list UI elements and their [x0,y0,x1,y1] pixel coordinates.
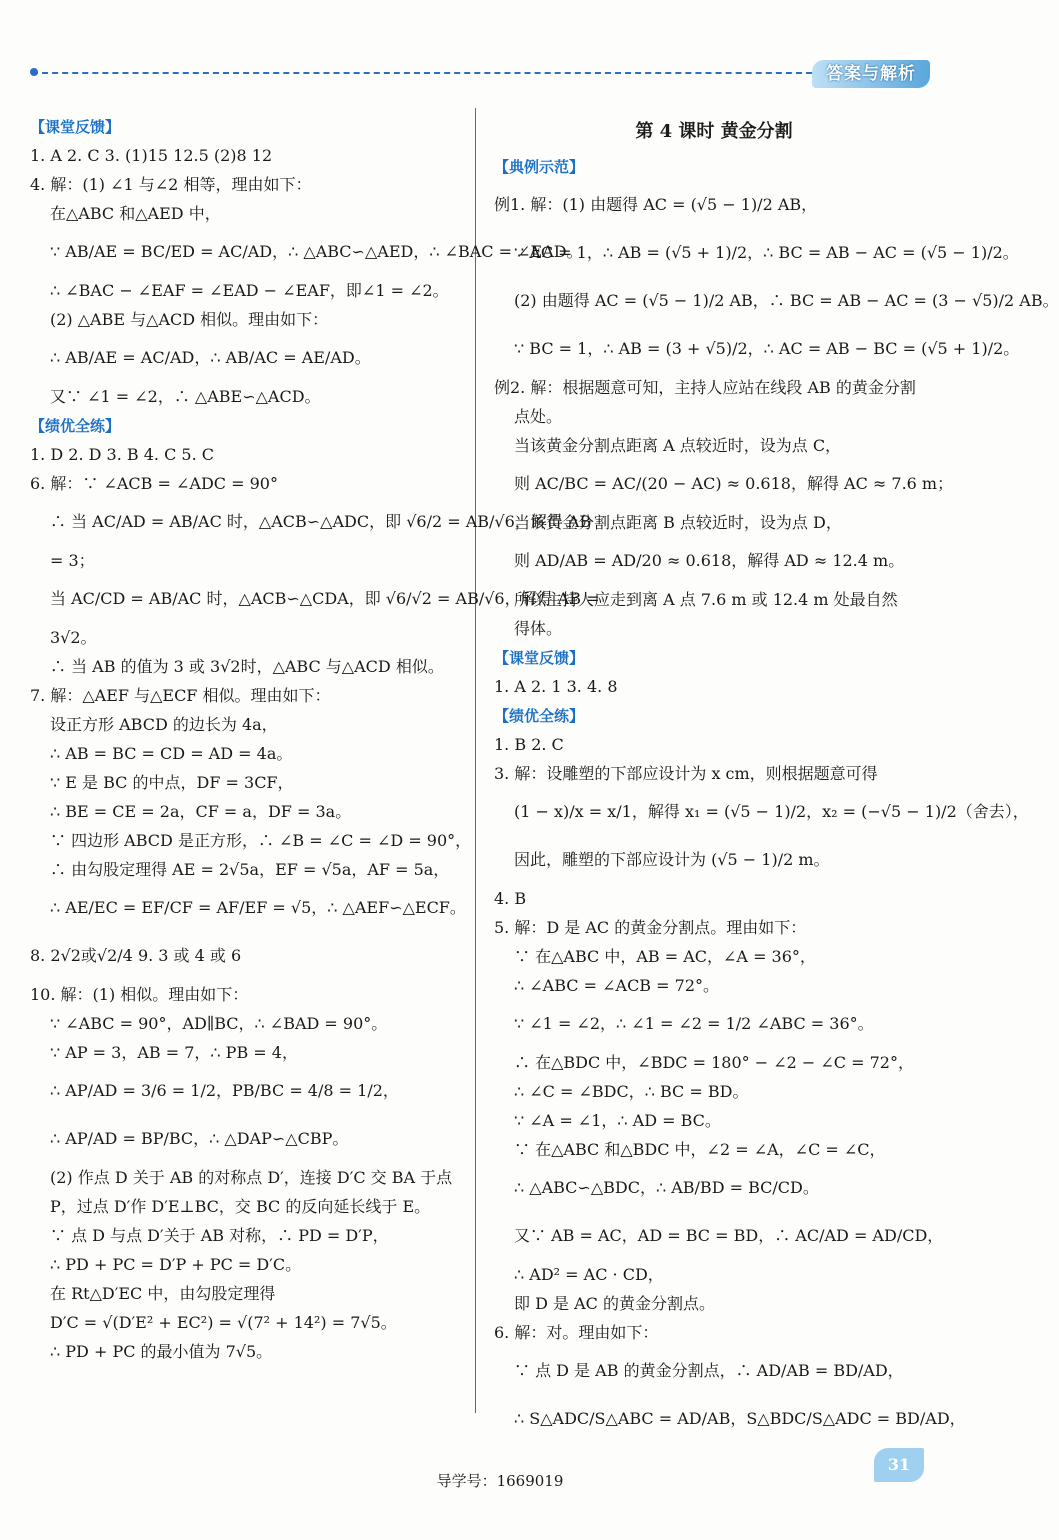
answer-line: ∴ AB = BC = CD = AD = 4a。 [50,744,293,763]
header-dashed-rule [32,72,812,74]
answer-line: 1. A 2. C 3. (1)15 12.5 (2)8 12 [30,146,273,165]
answer-line: 则 AD/AB = AD/20 ≈ 0.618，解得 AD ≈ 12.4 m。 [514,551,905,570]
answer-line: 当该黄金分割点距离 A 点较近时，设为点 C， [514,436,842,455]
answer-line: 3. 解：设雕塑的下部应设计为 x cm，则根据题意可得 [494,764,878,783]
section-heading-label: 【课堂反馈】 [30,118,121,136]
answer-line: ∵ ∠A = ∠1，∴ AD = BC。 [514,1111,721,1130]
answer-line: ∵ 在△ABC 和△BDC 中，∠2 = ∠A，∠C = ∠C， [514,1140,886,1159]
answer-line: ∵ AP = 3，AB = 7，∴ PB = 4， [50,1043,298,1062]
answer-line: ∴ AP/AD = 3/6 = 1/2，PB/BC = 4/8 = 1/2， [50,1081,399,1100]
answer-line: 例2. 解：根据题意可知，主持人应站在线段 AB 的黄金分割 [494,378,916,397]
answer-line: ∴ ∠C = ∠BDC，∴ BC = BD。 [514,1082,749,1101]
section-heading-label: 【绩优全练】 [30,417,121,435]
answer-line: (2) 由题得 AC = (√5 − 1)/2 AB，∴ BC = AB − AC = (3 − √5)/2 AB。 [514,291,1059,310]
answer-line: 所以主持人应走到离 A 点 7.6 m 或 12.4 m 处最自然 [514,590,898,609]
answer-line: ∴ PD + PC 的最小值为 7√5。 [50,1342,273,1361]
answer-line: 7. 解：△AEF 与△ECF 相似。理由如下： [30,686,331,705]
answer-line: 又∵ ∠1 = ∠2，∴ △ABE∽△ACD。 [50,387,321,406]
answer-line: 在△ABC 和△AED 中， [50,204,221,223]
answer-line: ∵ 点 D 是 AB 的黄金分割点，∴ AD/AB = BD/AD， [514,1361,904,1380]
section-heading [494,152,934,181]
answer-line: 4. 解：(1) ∠1 与∠2 相等，理由如下： [30,175,312,194]
answer-line: (1 − x)/x = x/1，解得 x₁ = (√5 − 1)/2，x₂ = (−√5 − 1)/2（舍去）， [514,802,1029,821]
footer-guide-number: 导学号：1669019 [436,1472,564,1490]
answer-line: 6. 解：对。理由如下： [494,1323,659,1342]
answer-line: 得体。 [514,619,563,638]
answer-line: ∴ S△ADC/S△ABC = AD/AB，S△BDC/S△ADC = BD/AD， [514,1409,966,1428]
answer-line: ∴ 当 AC/AD = AB/AC 时，△ACB∽△ADC，即 √6/2 = AB/√6，解得 AB [50,512,592,531]
answer-line: (2) △ABE 与△ACD 相似。理由如下： [50,310,329,329]
answer-line: ∵ BC = 1，∴ AB = (3 + √5)/2，∴ AC = AB − BC = (√5 + 1)/2。 [514,339,1020,358]
answer-line: 例1. 解：(1) 由题得 AC = (√5 − 1)/2 AB， [494,195,818,214]
answer-line: ∴ 当 AB 的值为 3 或 3√2时，△ABC 与△ACD 相似。 [50,657,444,676]
answer-line: ∵ AC = 1，∴ AB = (√5 + 1)/2，∴ BC = AB − AC = (√5 − 1)/2。 [514,243,1019,262]
answer-line: 3√2。 [50,628,97,647]
answer-line: ∴ ∠ABC = ∠ACB = 72°。 [514,976,720,995]
answer-line: ∴ △ABC∽△BDC，∴ AB/BD = BC/CD。 [514,1178,819,1197]
answer-line: 点处。 [514,407,563,426]
answer-line: 则 AC/BC = AC/(20 − AC) ≈ 0.618，解得 AC ≈ 7.6 m； [514,474,954,493]
answer-line: 5. 解：D 是 AC 的黄金分割点。理由如下： [494,918,807,937]
answer-line: ∵ 在△ABC 中，AB = AC，∠A = 36°， [514,947,816,966]
answer-line: = 3； [50,551,95,570]
answer-line: 10. 解：(1) 相似。理由如下： [30,985,249,1004]
answer-line: (2) 作点 D 关于 AB 的对称点 D′，连接 D′C 交 BA 于点 [50,1168,453,1187]
section-heading [30,411,468,440]
section-heading-label: 【典例示范】 [494,158,585,176]
answer-line: 当该黄金分割点距离 B 点较近时，设为点 D， [514,513,842,532]
answer-line: D′C = √(D′E² + EC²) = √(7² + 14²) = 7√5。 [50,1313,397,1332]
right-column [494,112,1059,1443]
column-divider [475,108,476,1413]
section-badge: 答案与解析 [812,60,930,88]
answer-line: ∴ AD² = AC · CD， [514,1265,664,1284]
answer-line: ∴ AB/AE = AC/AD，∴ AB/AC = AE/AD。 [50,348,371,367]
answer-line: 在 Rt△D′EC 中，由勾股定理得 [50,1284,276,1303]
answer-line: ∵ ∠1 = ∠2，∴ ∠1 = ∠2 = 1/2 ∠ABC = 36°。 [514,1014,874,1033]
page-number: 31 [874,1448,924,1482]
answer-line: ∵ E 是 BC 的中点，DF = 3CF， [50,773,294,792]
section-heading [30,112,468,141]
answer-line: ∵ 点 D 与点 D′关于 AB 对称，∴ PD = D′P， [50,1226,389,1245]
answer-line: ∴ AE/EC = EF/CF = AF/EF = √5，∴ △AEF∽△ECF。 [50,898,466,917]
section-heading [494,643,934,672]
answer-line: ∵ AB/AE = BC/ED = AC/AD，∴ △ABC∽△AED，∴ ∠BAC = ∠EAD。 [50,242,583,261]
section-heading-label: 【课堂反馈】 [494,649,585,667]
answer-line: 1. A 2. 1 3. 4. 8 [494,677,618,696]
answer-line: 因此，雕塑的下部应设计为 (√5 − 1)/2 m。 [514,850,830,869]
answer-line: ∴ 由勾股定理得 AE = 2√5a，EF = √5a，AF = 5a， [50,860,450,879]
answer-line: ∴ BE = CE = 2a，CF = a，DF = 3a。 [50,802,352,821]
answer-line: 6. 解：∵ ∠ACB = ∠ADC = 90° [30,474,278,493]
answer-line: P，过点 D′作 D′E⊥BC，交 BC 的反向延长线于 E。 [50,1197,431,1216]
answer-line: 1. B 2. C [494,735,564,754]
answer-line: ∴ 在△BDC 中，∠BDC = 180° − ∠2 − ∠C = 72°， [514,1053,914,1072]
answer-line: 8. 2√2或√2/4 9. 3 或 4 或 6 [30,946,242,965]
answer-line: ∴ PD + PC = D′P + PC = D′C。 [50,1255,302,1274]
answer-line: 设正方形 ABCD 的边长为 4a， [50,715,278,734]
lesson-title: 第 4 课时 黄金分割 [635,121,793,142]
section-heading-label: 【绩优全练】 [494,707,585,725]
answer-line: ∵ ∠ABC = 90°，AD∥BC，∴ ∠BAD = 90°。 [50,1014,388,1033]
answer-line: ∵ 四边形 ABCD 是正方形，∴ ∠B = ∠C = ∠D = 90°， [50,831,472,850]
answer-line: 又∵ AB = AC，AD = BC = BD，∴ AC/AD = AD/CD， [514,1226,944,1245]
section-heading [494,701,934,730]
answer-line: 4. B [494,889,527,908]
answer-line: ∴ AP/AD = BP/BC，∴ △DAP∽△CBP。 [50,1129,349,1148]
answer-line: ∴ ∠BAC − ∠EAF = ∠EAD − ∠EAF，即∠1 = ∠2。 [50,281,449,300]
answer-line: 当 AC/CD = AB/AC 时，△ACB∽△CDA，即 √6/√2 = AB/√6，解得 AB = [50,589,600,608]
answer-line: 1. D 2. D 3. B 4. C 5. C [30,445,214,464]
answer-line: 即 D 是 AC 的黄金分割点。 [514,1294,715,1313]
